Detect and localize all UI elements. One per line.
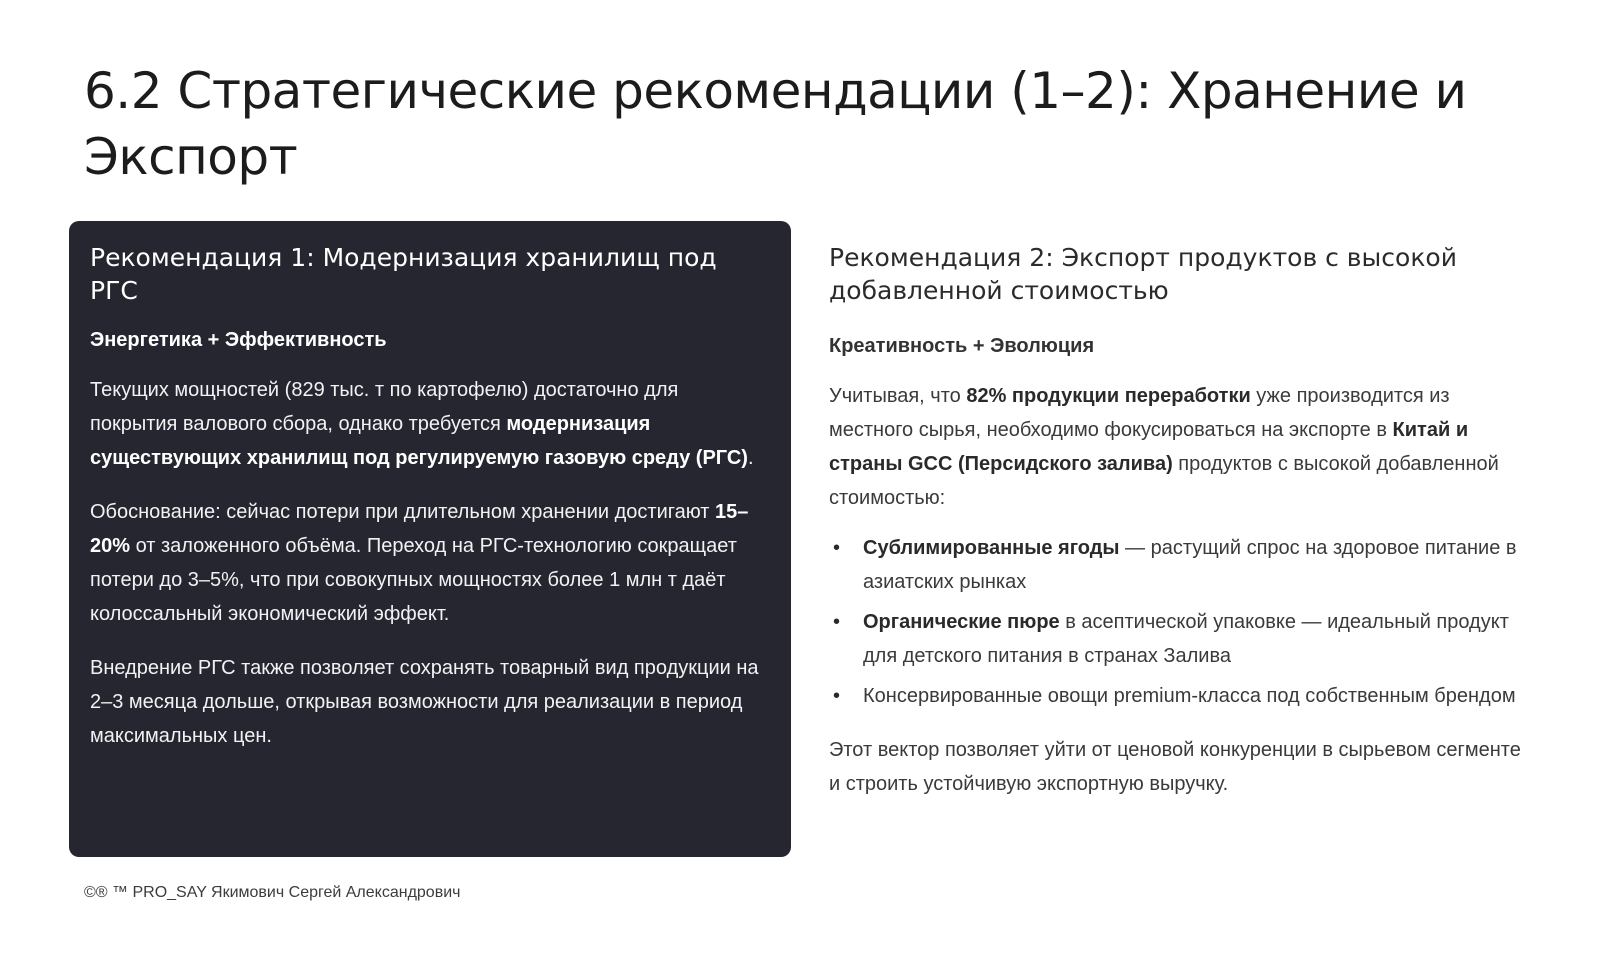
recommendation-1-heading: Рекомендация 1: Модернизация хранилищ под РГС	[90, 243, 717, 305]
recommendation-2-heading: Рекомендация 2: Экспорт продуктов с высокой добавленной стоимостью	[829, 243, 1457, 305]
paragraph-emphasis: 82% продукции переработки	[966, 385, 1251, 407]
paragraph-emphasis: модернизация существующих хранилищ под регулируемую газовую среду (РГС)	[90, 413, 748, 469]
list-item-emphasis: Органические пюре	[863, 611, 1060, 633]
recommendation-1-paragraph-rationale	[90, 495, 769, 631]
recommendation-2-paragraph-intro	[829, 379, 1529, 515]
bullet-icon: •	[833, 537, 841, 559]
paragraph-emphasis: 15–20%	[90, 501, 749, 557]
recommendation-1-card	[69, 221, 791, 857]
list-item	[829, 531, 1529, 599]
paragraph-text: .	[747, 447, 754, 469]
recommendation-1-tagline: Энергетика + Эффективность	[90, 329, 387, 351]
paragraph-text: Обоснование: сейчас потери при длительном хранении достигают	[90, 501, 715, 523]
recommendation-1-paragraph-capacity	[90, 373, 769, 475]
list-item-text: в асептической упаковке — идеальный продукт для детского питания в странах Залива	[863, 611, 1509, 667]
paragraph-emphasis: Китай и страны GCC (Персидского залива)	[829, 419, 1469, 475]
list-item-emphasis: Сублимированные ягоды	[863, 537, 1120, 559]
list-item	[829, 605, 1529, 673]
export-products-list	[829, 531, 1529, 713]
recommendation-2-paragraph-conclusion: Этот вектор позволяет уйти от ценовой конкуренции в сырьевом сегменте и строить устойчивую экспортную выручку.	[829, 739, 1521, 795]
recommendation-2-card	[829, 221, 1529, 801]
bullet-icon: •	[833, 685, 841, 707]
bullet-icon: •	[833, 611, 841, 633]
paragraph-text: продуктов с высокой добавленной стоимостью:	[829, 453, 1499, 509]
paragraph-text: уже производится из местного сырья, необходимо фокусироваться на экспорте в	[829, 385, 1450, 441]
list-item-text: — растущий спрос на здоровое питание в азиатских рынках	[863, 537, 1517, 593]
list-item	[829, 679, 1529, 713]
recommendation-1-paragraph-benefit: Внедрение РГС также позволяет сохранять товарный вид продукции на 2–3 месяца дольше, открывая возможности для реализации в период максимальных цен.	[90, 657, 759, 747]
copyright-footer: ©® ™ PRO_SAY Якимович Сергей Александрович	[84, 884, 461, 901]
paragraph-text: Учитывая, что	[829, 385, 967, 407]
list-item-text: Консервированные овощи premium-класса под собственным брендом	[863, 685, 1516, 707]
paragraph-text: от заложенного объёма. Переход на РГС-технологию сокращает потери до 3–5%, что при совокупных мощностях более 1 млн т даёт колоссальный экономический эффект.	[90, 535, 737, 625]
recommendation-2-tagline: Креативность + Эволюция	[829, 335, 1095, 357]
paragraph-text: Текущих мощностей (829 тыс. т по картофелю) достаточно для покрытия валового сбора, однако требуется	[90, 379, 679, 435]
slide-title: 6.2 Стратегические рекомендации (1–2): Хранение и Экспорт	[84, 62, 1467, 186]
